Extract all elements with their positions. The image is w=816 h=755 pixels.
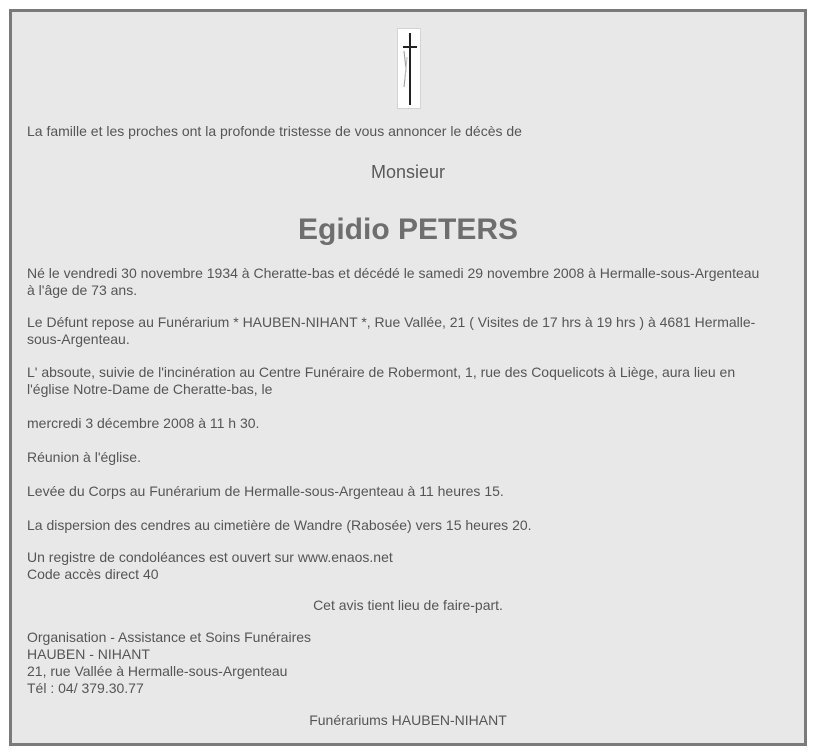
absoute-line-2: l'église Notre-Dame de Cheratte-bas, le [27,381,273,397]
cross-icon [397,28,421,109]
rest-line-1: Le Défunt repose au Funérarium * HAUBEN-NIHANT *, Rue Vallée, 21 ( Visites de 17 hrs à 19 hrs ) à 4681 Hermalle- [27,314,756,330]
register-line-1: Un registre de condoléances est ouvert sur www.enaos.net [27,549,393,565]
dispersion-text: La dispersion des cendres au cimetière de Wandre (Rabosée) vers 15 heures 20. [27,517,532,533]
faire-part-text: Cet avis tient lieu de faire-part. [313,597,503,613]
meeting-text: Réunion à l'église. [27,449,141,465]
rest-line-2: sous-Argenteau. [27,331,130,347]
birth-death-line-2: à l'âge de 73 ans. [27,282,138,298]
organisation-line-3: 21, rue Vallée à Hermalle-sous-Argenteau [27,663,288,679]
salutation: Monsieur [370,162,446,182]
organisation-line-1: Organisation - Assistance et Soins Funéraires [27,629,312,645]
intro-text: La famille et les proches ont la profonde tristesse de vous annoncer le décès de [27,123,522,139]
levee-text: Levée du Corps au Funérarium de Hermalle-sous-Argenteau à 11 heures 15. [27,483,504,499]
death-notice-panel [9,9,807,746]
absoute-line-1: L' absoute, suivie de l'incinération au Centre Funéraire de Robermont, 1, rue des Coquelicots à Liège, aura lieu en [27,364,736,380]
organisation-line-2: HAUBEN - NIHANT [27,646,150,662]
deceased-name: Egidio PETERS [297,213,519,246]
ceremony-date: mercredi 3 décembre 2008 à 11 h 30. [27,415,260,431]
birth-death-line-1: Né le vendredi 30 novembre 1934 à Cheratte-bas et décédé le samedi 29 novembre 2008 à Hermalle-sous-Argenteau [27,265,760,281]
organisation-phone: Tél : 04/ 379.30.77 [27,680,144,696]
footer-text: Funérariums HAUBEN-NIHANT [309,712,507,728]
register-line-2: Code accès direct 40 [27,566,159,582]
